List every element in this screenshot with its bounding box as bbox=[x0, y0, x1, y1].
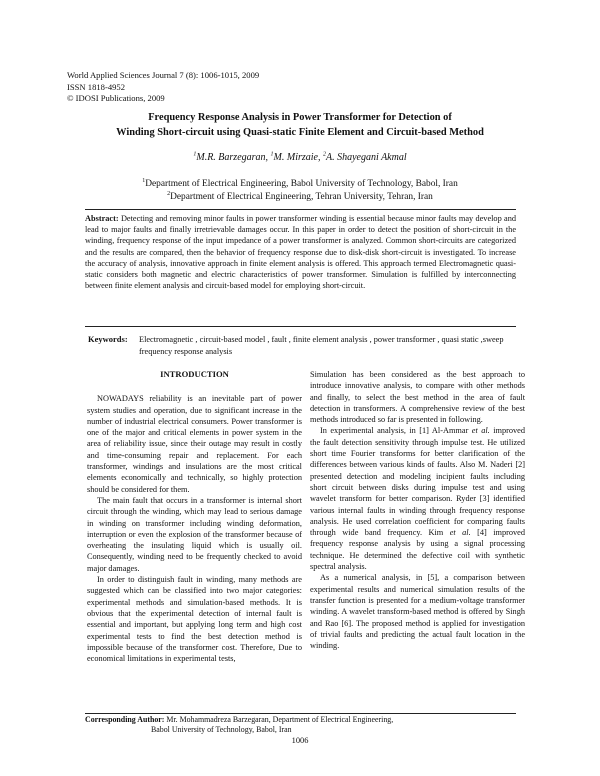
affiliation-2 bbox=[40, 191, 560, 204]
paper-title bbox=[40, 111, 560, 140]
page-number: 1006 bbox=[291, 736, 309, 745]
right-paragraph-2-a: In experimental analysis, in [1] Al-Ammar bbox=[320, 426, 472, 436]
abstract bbox=[85, 213, 516, 291]
abstract-bottom-rule bbox=[85, 326, 516, 327]
corresponding-author-line-2: Babol University of Technology, Babol, Iran bbox=[151, 725, 292, 735]
intro-paragraph-3: In order to distinguish fault in winding, many methods are suggested which can be classified into two major categories: experimental methods and simulation-based methods. It is obvious that the experimental detection of internal fault is essential and important, but applying long term and high cost experimental tests to find the best detection method is impossible because of the transformer cost. Therefore, Due to economical limitations in experimental tests, bbox=[87, 575, 302, 664]
affiliation-2-text: Department of Electrical Engineering, Tehran University, Tehran, Iran bbox=[170, 192, 433, 202]
footer-rule bbox=[85, 713, 516, 714]
author-2: M. Mirzaie, bbox=[273, 152, 321, 163]
affiliation-2-mark: 2 bbox=[167, 190, 171, 197]
keywords-text: Electromagnetic , circuit-based model , fault , finite element analysis , power transformer , quasi static ,sweep frequency response analysis bbox=[139, 335, 504, 356]
et-al-1: et al. bbox=[471, 426, 490, 436]
affiliations bbox=[40, 178, 560, 204]
intro-paragraph-1-text: reliability is an inevitable part of power system studies and operation, due to significant increase in the number of industrial electrical consumers. Power transformer is one of the major and critical elements in power system in the area of reliability issue, since their outage may result in costly and time-consuming repair and replacement. For each transformer, windings and insulations are the most critical elements economically and technically, so highly protection should be considered for them. bbox=[87, 394, 302, 494]
column-right bbox=[310, 369, 525, 651]
affiliation-1-text: Department of Electrical Engineering, Babol University of Technology, Babol, Iran bbox=[145, 179, 458, 189]
title-line-1: Frequency Response Analysis in Power Transformer for Detection of bbox=[148, 112, 452, 123]
column-left bbox=[87, 369, 302, 664]
author-3-affil: 2 bbox=[322, 151, 326, 158]
affiliation-1 bbox=[40, 178, 560, 191]
keywords-label: Keywords: bbox=[88, 334, 128, 344]
corresponding-author-line-1 bbox=[85, 715, 393, 725]
right-paragraph-2 bbox=[310, 425, 525, 572]
right-paragraph-2-b: improved the fault detection sensitivity through impulse test. He utilized short time Fourier transforms for better clarification of the differences between various kinds of faults. Also M. Naderi [2] presented detection and modeling incipient faults including short circuit between disks during impulse test and using wavelet transform for better comparison. Ryder [3] identified various internal faults in winding through frequency response analysis. He used correlation coefficient for comparing faults through wide band frequency. Kim bbox=[310, 426, 525, 538]
issn: ISSN 1818-4952 bbox=[67, 81, 126, 92]
corresponding-author bbox=[85, 715, 393, 735]
author-3: A. Shayegani Akmal bbox=[325, 152, 407, 163]
abstract-label: Abstract: bbox=[85, 214, 119, 223]
corresponding-author-label: Corresponding Author: bbox=[85, 715, 165, 724]
journal-citation: World Applied Sciences Journal 7 (8): 1006-1015, 2009 bbox=[67, 70, 260, 80]
affiliation-1-mark: 1 bbox=[142, 177, 146, 184]
author-1-affil: 1 bbox=[193, 151, 197, 158]
right-paragraph-2-c: [4] improved frequency response analysis by using a signal processing technique. He determined the defective coil with synthetic spectral analysis. bbox=[310, 528, 525, 572]
copyright: © IDOSI Publications, 2009 bbox=[67, 93, 165, 103]
intro-lead-word: NOWADAYS bbox=[97, 394, 144, 404]
et-al-2: et al. bbox=[449, 528, 471, 538]
abstract-top-rule bbox=[85, 209, 516, 210]
right-paragraph-1: Simulation has been considered as the best approach to introduce innovative analysis, to compare with other methods and finally, to select the best method in the area of fault detection in transformers. A comprehensive review of the best methods introduced so far is presented in following. bbox=[310, 370, 525, 425]
intro-paragraph-1 bbox=[87, 393, 302, 495]
author-1: M.R. Barzegaran, bbox=[196, 152, 269, 163]
section-heading-introduction: INTRODUCTION bbox=[160, 369, 229, 379]
abstract-text: Detecting and removing minor faults in power transformer winding is essential because minor faults may develop and lead to major faults and finally irretrievable damages occur. In this paper in order to detect the position of short-circuit in the winding, frequency response of the input impedance of a power transformer is analyzed. Common short-circuits are categorized and the results are compared, then the behavior of frequency response due to disk-disk short-circuit is investigated. To increase the accuracy of analysis, innovative approach in finite element analysis is offered. This approach termed Electromagnetic quasi-static considers both magnetic and electric characteristics of power transformer. Simulation is fulfilled by interconnecting between finite element analysis and circuit-based model for employing short-circuit. bbox=[85, 214, 516, 291]
author-2-affil: 1 bbox=[270, 151, 274, 158]
author-list bbox=[40, 152, 560, 163]
intro-paragraph-2: The main fault that occurs in a transformer is internal short circuit through the winding, which may lead to serious damage in winding on transformer including winding deformation, interruption or even the explosion of the transformer because of overheating the insulating liquid which is usually oil. Consequently, winding need to be frequently checked to avoid major damages. bbox=[87, 495, 302, 573]
corresponding-author-text: Mr. Mohammadreza Barzegaran, Department of Electrical Engineering, bbox=[166, 715, 394, 724]
right-paragraph-3: As a numerical analysis, in [5], a comparison between experimental results and numerical simulation results of the transfer function is presented for a medium-voltage transformer winding. A wavelet transform-based method is offered by Singh and Rao [6]. The proposed method is applied for investigation of trivial faults and predicting the actual fault location in the winding. bbox=[310, 573, 525, 651]
title-line-2: Winding Short-circuit using Quasi-static Finite Element and Circuit-based Method bbox=[116, 126, 484, 138]
journal-header bbox=[67, 70, 259, 105]
